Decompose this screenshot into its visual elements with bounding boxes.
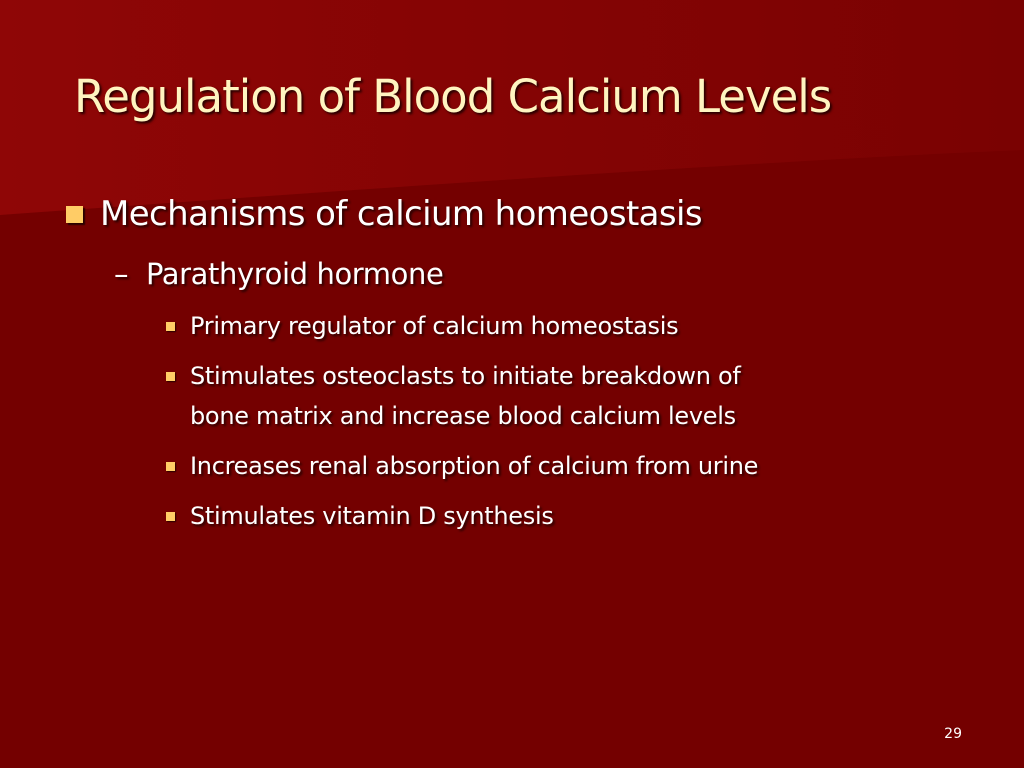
bullet-level3: Stimulates vitamin D synthesis xyxy=(190,502,554,530)
bullet-level3: Stimulates osteoclasts to initiate breakdown of xyxy=(190,362,741,390)
square-bullet-icon xyxy=(66,206,83,223)
small-square-bullet-icon xyxy=(166,322,175,331)
small-square-bullet-icon xyxy=(166,372,175,381)
bullet-level1: Mechanisms of calcium homeostasis xyxy=(100,194,702,234)
dash-bullet-icon: – xyxy=(114,257,129,291)
bullet-level3: Primary regulator of calcium homeostasis xyxy=(190,312,679,340)
page-number: 29 xyxy=(944,726,962,742)
bullet-level3: Increases renal absorption of calcium from urine xyxy=(190,452,759,480)
bullet-level2: Parathyroid hormone xyxy=(146,257,444,291)
small-square-bullet-icon xyxy=(166,462,175,471)
small-square-bullet-icon xyxy=(166,512,175,521)
slide-title: Regulation of Blood Calcium Levels xyxy=(74,70,832,123)
bullet-level3-continuation: bone matrix and increase blood calcium levels xyxy=(190,402,736,430)
